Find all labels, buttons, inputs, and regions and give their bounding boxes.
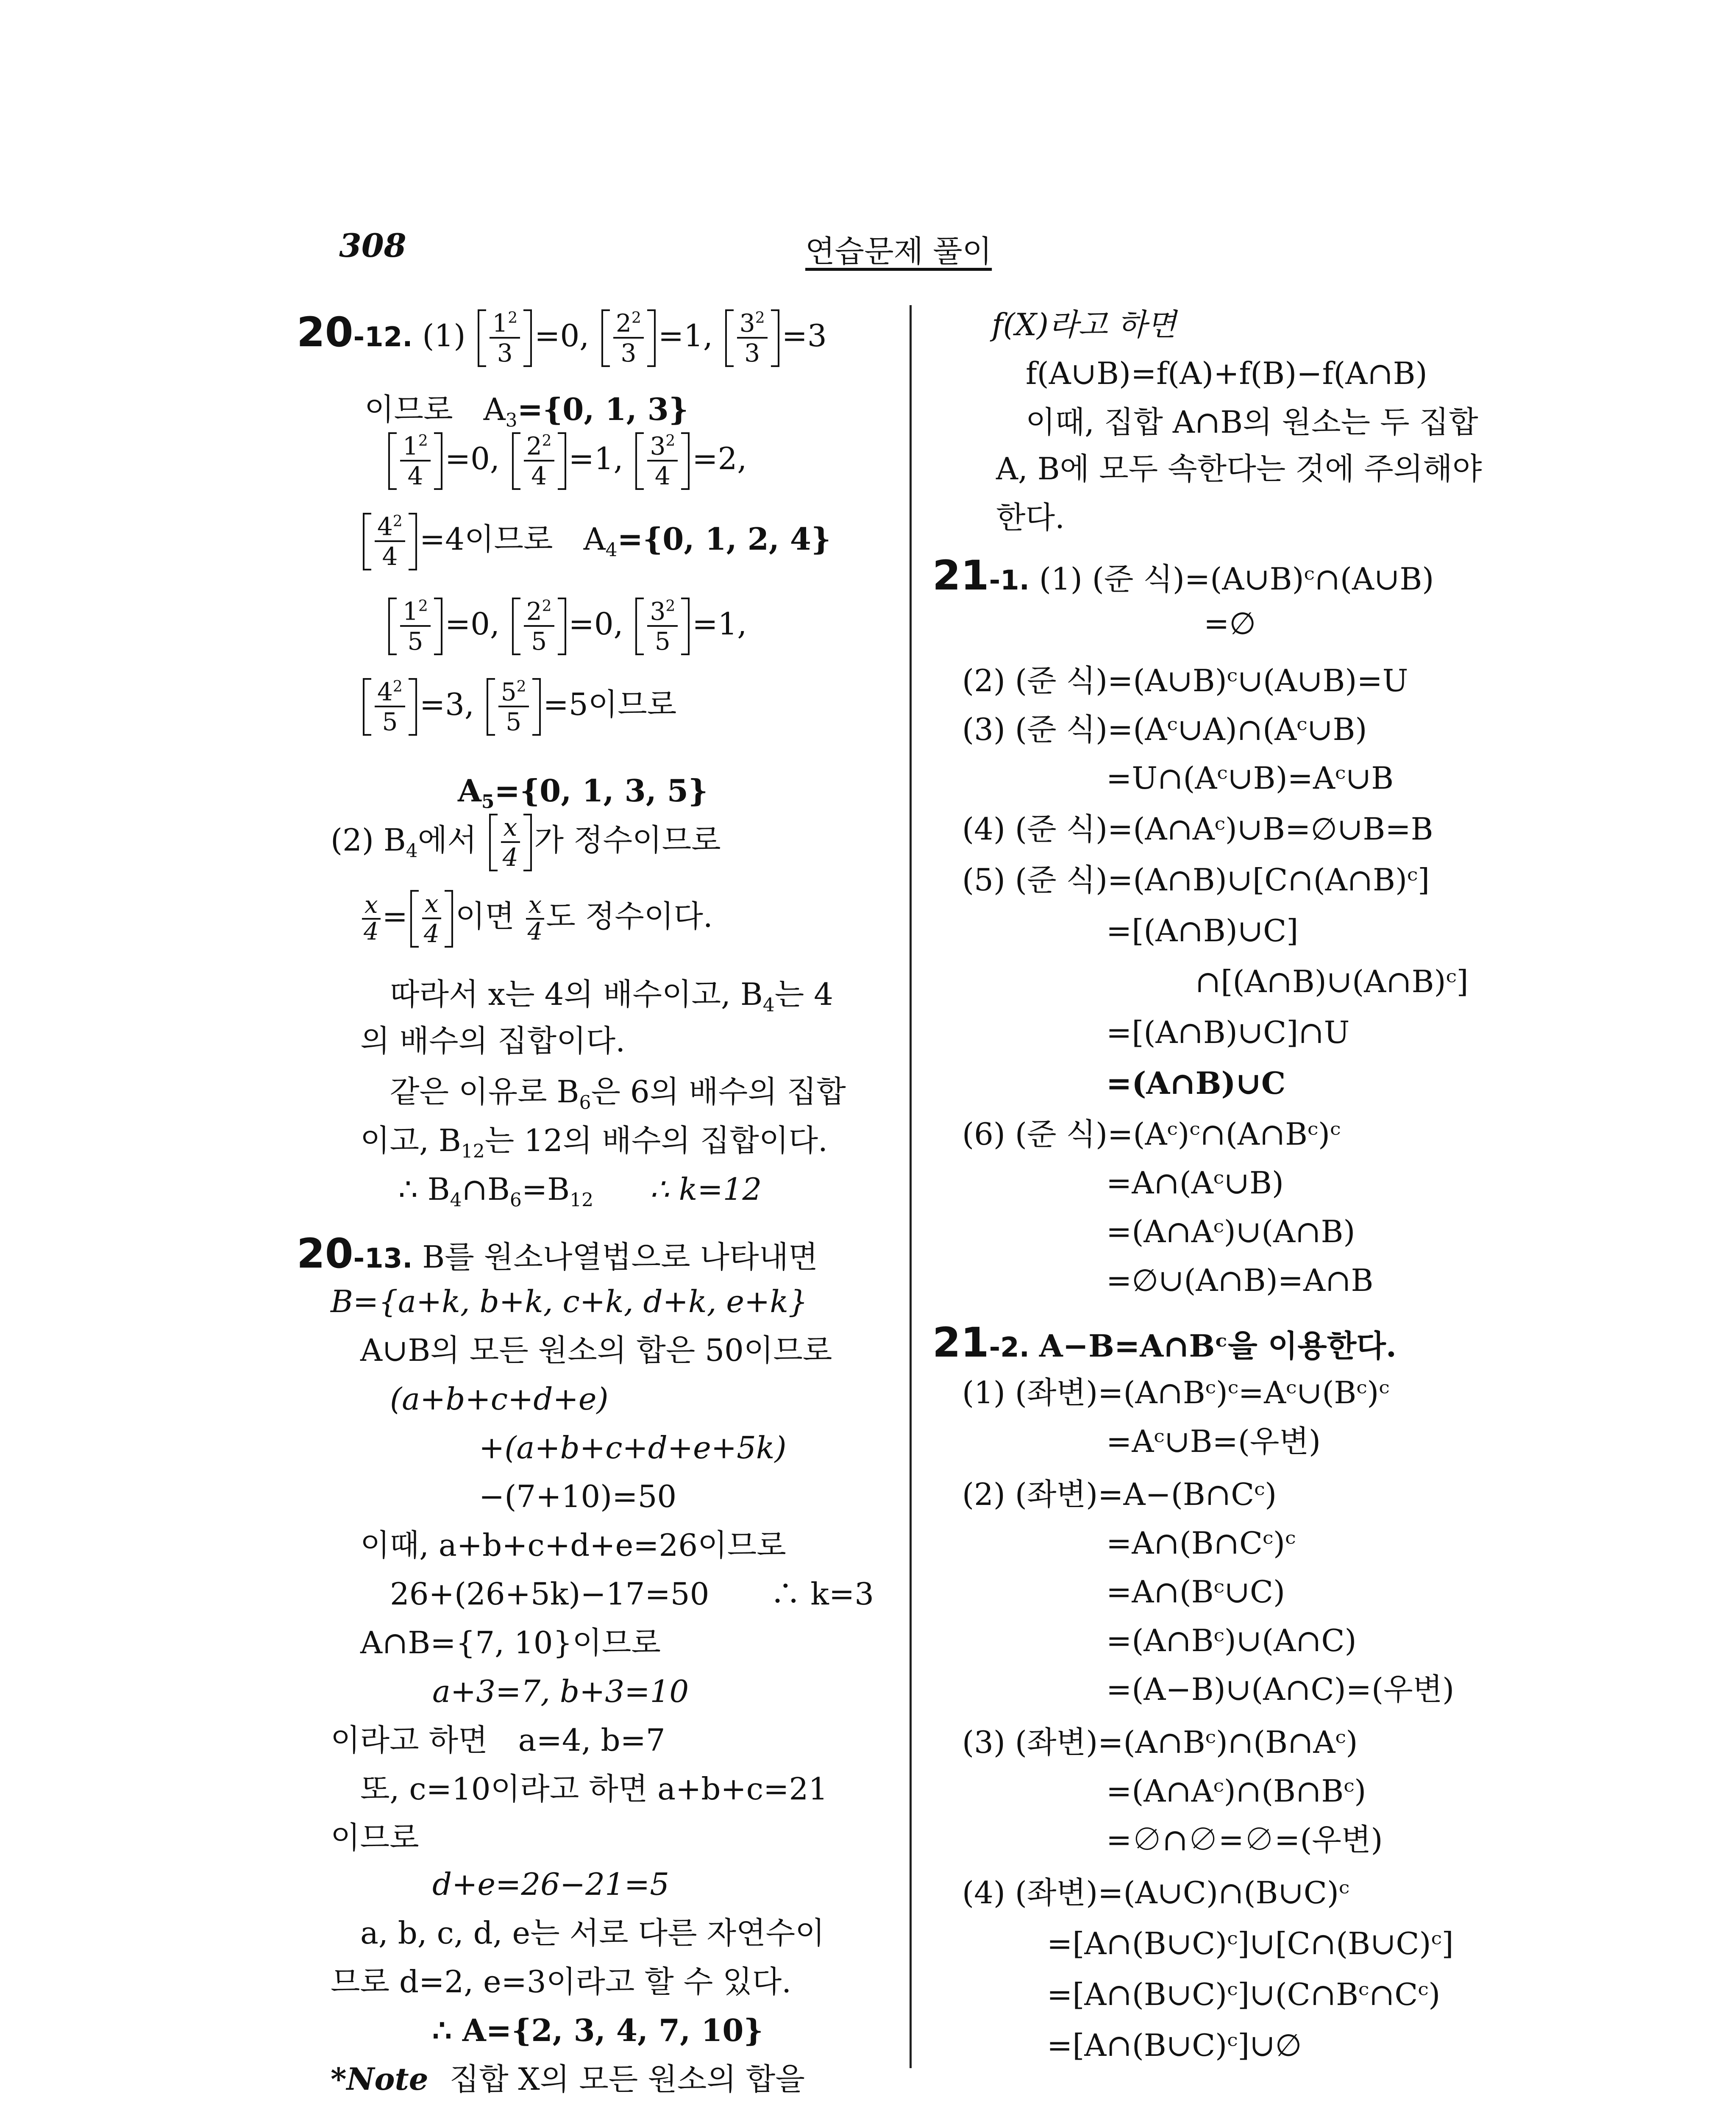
text-line: =(A∩Aᶜ)∪(A∩B) xyxy=(1106,1214,1355,1249)
text-line: =Aᶜ∪B=(우변) xyxy=(1106,1424,1321,1459)
text-line: =[A∩(B∪C)ᶜ]∪[C∩(B∪C)ᶜ] xyxy=(1047,1926,1454,1961)
text-line: ∩[(A∩B)∪(A∩B)ᶜ] xyxy=(1195,964,1469,999)
text-line: (3) (준 식)=(Aᶜ∪A)∩(Aᶜ∪B) xyxy=(962,712,1367,747)
text-line: (2) $B_4$에서 x 4 가 정수이므로 xyxy=(331,813,721,872)
text-line: a+3=7, b+3=10 xyxy=(432,1674,689,1709)
floor-fractions-row: $1^2$ 5 =0, $2^2$ 5 =0, $3^2$ 5 =1, xyxy=(386,598,747,655)
text-line: +(a+b+c+d+e+5k) xyxy=(479,1430,787,1466)
equation-text: =1, xyxy=(658,318,713,353)
problem-number: 20 xyxy=(297,309,353,356)
text-line: 이라고 하면 a=4, b=7 xyxy=(331,1722,665,1758)
text-line: =(A∩B)∪C xyxy=(1106,1065,1286,1101)
equation-text: =0, xyxy=(534,318,590,353)
floor-fraction: $3^2$ 3 xyxy=(725,309,779,367)
text-line: A∩B={7, 10}이므로 xyxy=(360,1625,661,1660)
problem-subnumber: -1. xyxy=(989,565,1029,596)
text-line: =[A∩(B∪C)ᶜ]∪(C∩Bᶜ∩Cᶜ) xyxy=(1047,1977,1441,2012)
floor-fractions-row: $4^2$ 4 =4이므로 $A_4=\{0$, 1, 2, 4} xyxy=(360,513,831,570)
text-line: (2) (좌변)=A−(B∩Cᶜ) xyxy=(962,1477,1277,1512)
floor-fractions-row: $4^2$ 5 =3, $5^2$ 5 =5이므로 xyxy=(360,678,676,736)
text-line: =U∩(Aᶜ∪B)=Aᶜ∪B xyxy=(1106,760,1394,796)
text-line: =A∩(Aᶜ∪B) xyxy=(1106,1165,1284,1201)
text-line: 이므로 xyxy=(331,1820,419,1855)
text-line: (5) (준 식)=(A∩B)∪[C∩(A∩B)ᶜ] xyxy=(962,862,1430,898)
text-line: =∅∪(A∩B)=A∩B xyxy=(1106,1263,1374,1298)
text-line: =[(A∩B)∪C] xyxy=(1106,913,1299,948)
problem-subnumber: -2. xyxy=(989,1332,1029,1363)
text-line: =[(A∩B)∪C]∩U xyxy=(1106,1015,1350,1050)
text-line: −(7+10)=50 xyxy=(479,1479,677,1514)
text-line: 같은 이유로 $B_6$은 6의 배수의 집합 xyxy=(390,1074,846,1114)
problem-number: 20 xyxy=(297,1230,353,1277)
text-line: 이때, 집합 A∩B의 원소는 두 집합 xyxy=(1026,404,1478,440)
problem-number: 21 xyxy=(932,1319,989,1366)
text-line: (6) (준 식)=(Aᶜ)ᶜ∩(A∩Bᶜ)ᶜ xyxy=(962,1116,1341,1152)
text-line: (2) (준 식)=(A∪B)ᶜ∪(A∪B)=U xyxy=(962,663,1408,698)
text-line: 의 배수의 집합이다. xyxy=(360,1023,626,1059)
text-line: a, b, c, d, e는 서로 다른 자연수이 xyxy=(360,1915,825,1951)
text-line: A∪B의 모든 원소의 합은 50이므로 xyxy=(360,1332,832,1368)
text-line: 므로 d=2, e=3이라고 할 수 있다. xyxy=(331,1964,792,1999)
text-line: =∅∩∅=∅=(우변) xyxy=(1106,1822,1383,1858)
text-line: $\frac{x}{4}$ = x 4 이면 $\frac{x}{4}$ 도 정수이다. xyxy=(360,890,713,948)
column-divider xyxy=(910,305,912,2068)
text-line: 이고, $B_{12}$는 12의 배수의 집합이다. xyxy=(360,1123,828,1162)
text-line: ∴ $B_4\cap B_6=B_{12}$ ∴ k=12 xyxy=(398,1171,762,1211)
text-line: =(A∩Bᶜ)∪(A∩C) xyxy=(1106,1623,1357,1658)
text-line: =(A−B)∪(A∩C)=(우변) xyxy=(1106,1671,1455,1707)
page-title: 연습문제 풀이 xyxy=(805,234,992,269)
text-line: 26+(26+5k)−17=50 ∴ k=3 xyxy=(390,1576,874,1612)
text-line: =[A∩(B∪C)ᶜ]∪∅ xyxy=(1047,2027,1302,2063)
text-line: 또, c=10이라고 하면 a+b+c=21 xyxy=(360,1771,828,1807)
text-line: =A∩(Bᶜ∪C) xyxy=(1106,1574,1285,1610)
note-line: *Note 집합 X의 모든 원소의 합을 xyxy=(331,2061,805,2097)
problem-subnumber: -12. xyxy=(353,322,413,353)
problem-21-2-line-1: 21-2. A−B=A∩Bᶜ을 이용한다. xyxy=(932,1319,1397,1366)
text-line: (3) (좌변)=(A∩Bᶜ)∩(B∩Aᶜ) xyxy=(962,1724,1358,1760)
part-label: (1) xyxy=(422,318,466,353)
text-line: 한다. xyxy=(996,500,1065,535)
text-line: (1) (좌변)=(A∩Bᶜ)ᶜ=Aᶜ∪(Bᶜ)ᶜ xyxy=(962,1375,1390,1410)
text-line: ∴ A={2, 3, 4, 7, 10} xyxy=(432,2012,763,2048)
text-line: f(X)라고 하면 xyxy=(992,307,1177,342)
text-line: 이므로 $A_3=\{0$, 1, 3} xyxy=(364,391,689,431)
text-line: (4) (준 식)=(A∩Aᶜ)∪B=∅∪B=B xyxy=(962,811,1433,847)
problem-20-13-line-1: 20-13. B를 원소나열법으로 나타내면 xyxy=(297,1230,818,1277)
problem-subnumber: -13. xyxy=(353,1243,413,1274)
text-line: =A∩(B∩Cᶜ)ᶜ xyxy=(1106,1525,1296,1561)
problem-20-12-line-1 xyxy=(297,309,827,367)
floor-fraction: $1^2$ 3 xyxy=(478,309,532,367)
problem-number: 21 xyxy=(932,552,989,599)
page-number: 308 xyxy=(339,227,406,264)
text-line: d+e=26−21=5 xyxy=(432,1866,670,1902)
text-line: f(A∪B)=f(A)+f(B)−f(A∩B) xyxy=(1026,356,1427,391)
text-line: (a+b+c+d+e) xyxy=(390,1381,609,1417)
floor-fractions-row: $1^2$ 4 =0, $2^2$ 4 =1, $3^2$ 4 =2, xyxy=(386,432,747,490)
text-line: =(A∩Aᶜ)∩(B∩Bᶜ) xyxy=(1106,1773,1366,1809)
text-line: 이때, a+b+c+d+e=26이므로 xyxy=(360,1527,786,1563)
problem-21-1-line-1: 21-1. (1) (준 식)=(A∪B)ᶜ∩(A∪B) xyxy=(932,552,1434,599)
text-line: (4) (좌변)=(A∪C)∩(B∪C)ᶜ xyxy=(962,1875,1349,1910)
text-line: B={a+k, b+k, c+k, d+k, e+k} xyxy=(331,1284,808,1319)
text-line: 따라서 x는 4의 배수이고, $B_4$는 4 xyxy=(390,976,833,1016)
floor-fraction: $2^2$ 3 xyxy=(601,309,656,367)
text-line: =∅ xyxy=(1204,606,1256,641)
text-line: $A_5=\{0$, 1, 3, 5} xyxy=(458,773,708,813)
equation-text: =3 xyxy=(782,318,827,353)
text-line: A, B에 모두 속한다는 것에 주의해야 xyxy=(996,451,1482,487)
